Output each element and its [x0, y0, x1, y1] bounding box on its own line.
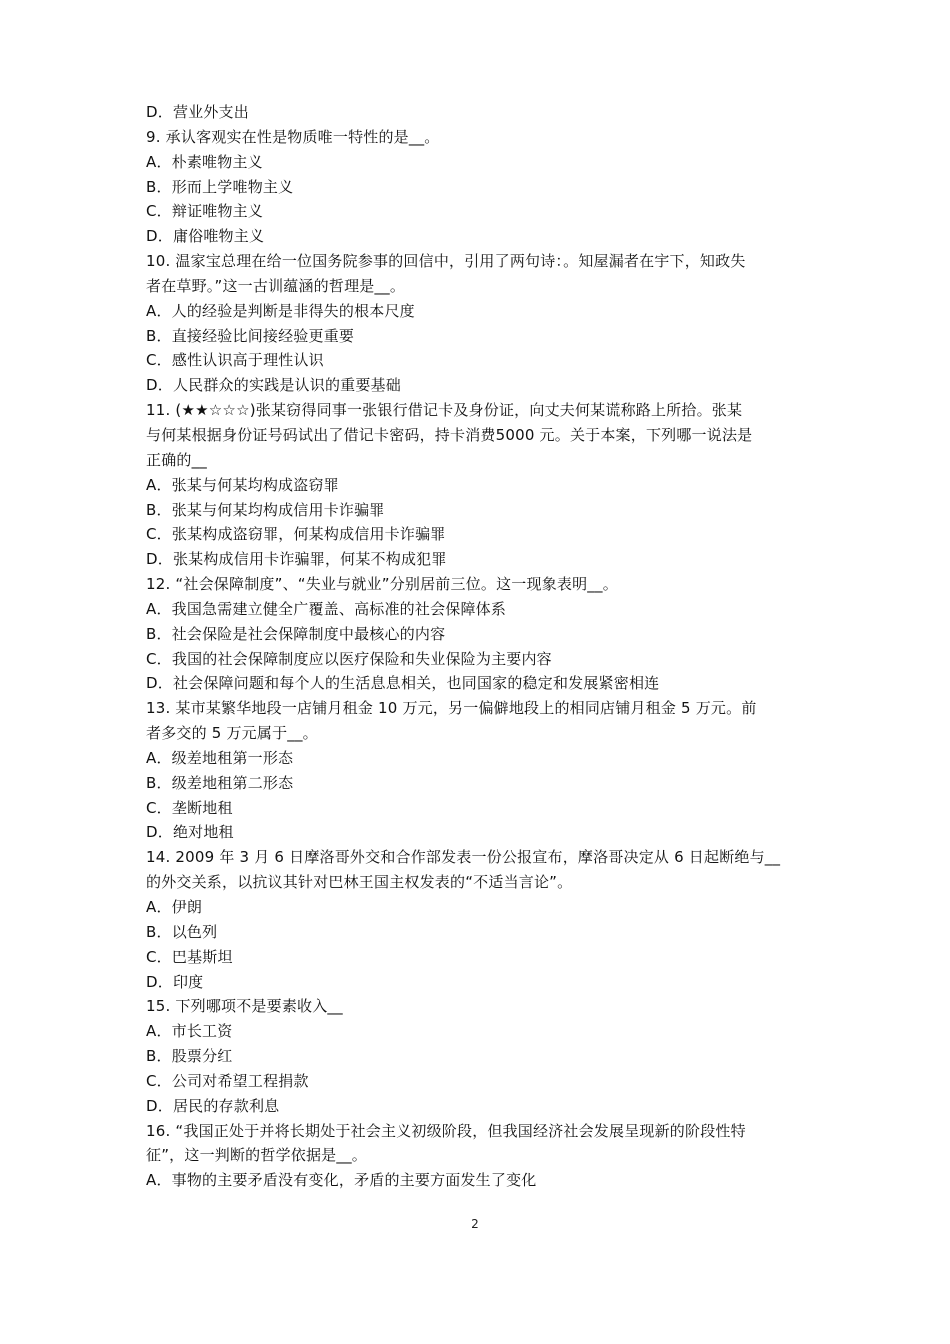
text-line: 13. 某市某繁华地段一店铺月租金 10 万元，另一偏僻地段上的相同店铺月租金 5 万元。前	[146, 699, 757, 718]
text-line: 正确的__	[146, 450, 208, 469]
text-line: D．社会保障问题和每个人的生活息息相关，也同国家的稳定和发展紧密相连	[146, 674, 660, 693]
text-line: B．股票分红	[146, 1047, 233, 1066]
text-line: B．级差地租第二形态	[146, 773, 294, 792]
text-line: C．垄断地租	[146, 798, 233, 817]
text-line: B．以色列	[146, 922, 218, 941]
text-line: 10. 温家宝总理在给一位国务院参事的回信中，引用了两句诗：。知屋漏者在宇下，知政失	[146, 252, 746, 271]
text-line: 16. “我国正处于并将长期处于社会主义初级阶段，但我国经济社会发展呈现新的阶段性特	[146, 1121, 746, 1140]
text-line: 11. (★★☆☆☆)张某窃得同事一张银行借记卡及身份证，向丈夫何某谎称路上所拾。张某	[146, 401, 743, 420]
text-line: A．张某与何某均构成盗窃罪	[146, 475, 339, 494]
text-line: D．张某构成信用卡诈骗罪，何某不构成犯罪	[146, 550, 447, 569]
text-line: D．印度	[146, 972, 204, 991]
text-line: 与何某根据身份证号码试出了借记卡密码，持卡消费5000 元。关于本案，下列哪一说法是	[146, 425, 753, 444]
text-line: B．直接经验比间接经验更重要	[146, 326, 355, 345]
text-line: A．伊朗	[146, 898, 203, 916]
page-number: 2	[471, 1217, 479, 1231]
text-line: 的外交关系，以抗议其针对巴林王国主权发表的“不适当言论”。	[146, 873, 573, 892]
text-line: C．巴基斯坦	[146, 947, 233, 966]
text-line: B．张某与何某均构成信用卡诈骗罪	[146, 500, 385, 519]
text-line: D．居民的存款利息	[146, 1096, 280, 1115]
text-line: C．辩证唯物主义	[146, 202, 264, 221]
text-line: D．庸俗唯物主义	[146, 227, 265, 246]
text-line: C．公司对希望工程捐款	[146, 1071, 309, 1090]
text-line: 15. 下列哪项不是要素收入__	[146, 997, 343, 1016]
text-line: A．级差地租第一形态	[146, 748, 294, 767]
text-line: D．绝对地租	[146, 823, 234, 842]
text-line: A．我国急需建立健全广覆盖、高标准的社会保障体系	[146, 599, 507, 618]
text-line: 14. 2009 年 3 月 6 日摩洛哥外交和合作部发表一份公报宣布，摩洛哥决定从 6 日起断绝与__	[146, 848, 781, 867]
text-line: C．张某构成盗窃罪，何某构成信用卡诈骗罪	[146, 525, 446, 544]
text-line: A．事物的主要矛盾没有变化，矛盾的主要方面发生了变化	[146, 1171, 537, 1190]
text-line: C．感性认识高于理性认识	[146, 351, 324, 370]
text-line: 12. “社会保障制度”、“失业与就业”分别居前三位。这一现象表明__。	[146, 575, 618, 594]
text-line: A．市长工资	[146, 1022, 233, 1041]
document-body	[146, 100, 814, 1193]
text-line: C．我国的社会保障制度应以医疗保险和失业保险为主要内容	[146, 649, 552, 668]
text-line: A．人的经验是判断是非得失的根本尺度	[146, 301, 415, 320]
text-line: 者多交的 5 万元属于__。	[146, 724, 318, 743]
text-line: 者在草野。”这一古训蕴涵的哲理是__。	[146, 276, 406, 295]
text-line: D．人民群众的实践是认识的重要基础	[146, 376, 401, 395]
text-line: 征”，这一判断的哲学依据是__。	[146, 1146, 367, 1165]
text-line: 9. 承认客观实在性是物质唯一特性的是__。	[146, 127, 440, 146]
text-line: B．社会保险是社会保障制度中最核心的内容	[146, 624, 446, 643]
text-line: A．朴素唯物主义	[146, 152, 263, 171]
text-line: D．营业外支出	[146, 103, 249, 121]
text-line: B．形而上学唯物主义	[146, 177, 294, 196]
